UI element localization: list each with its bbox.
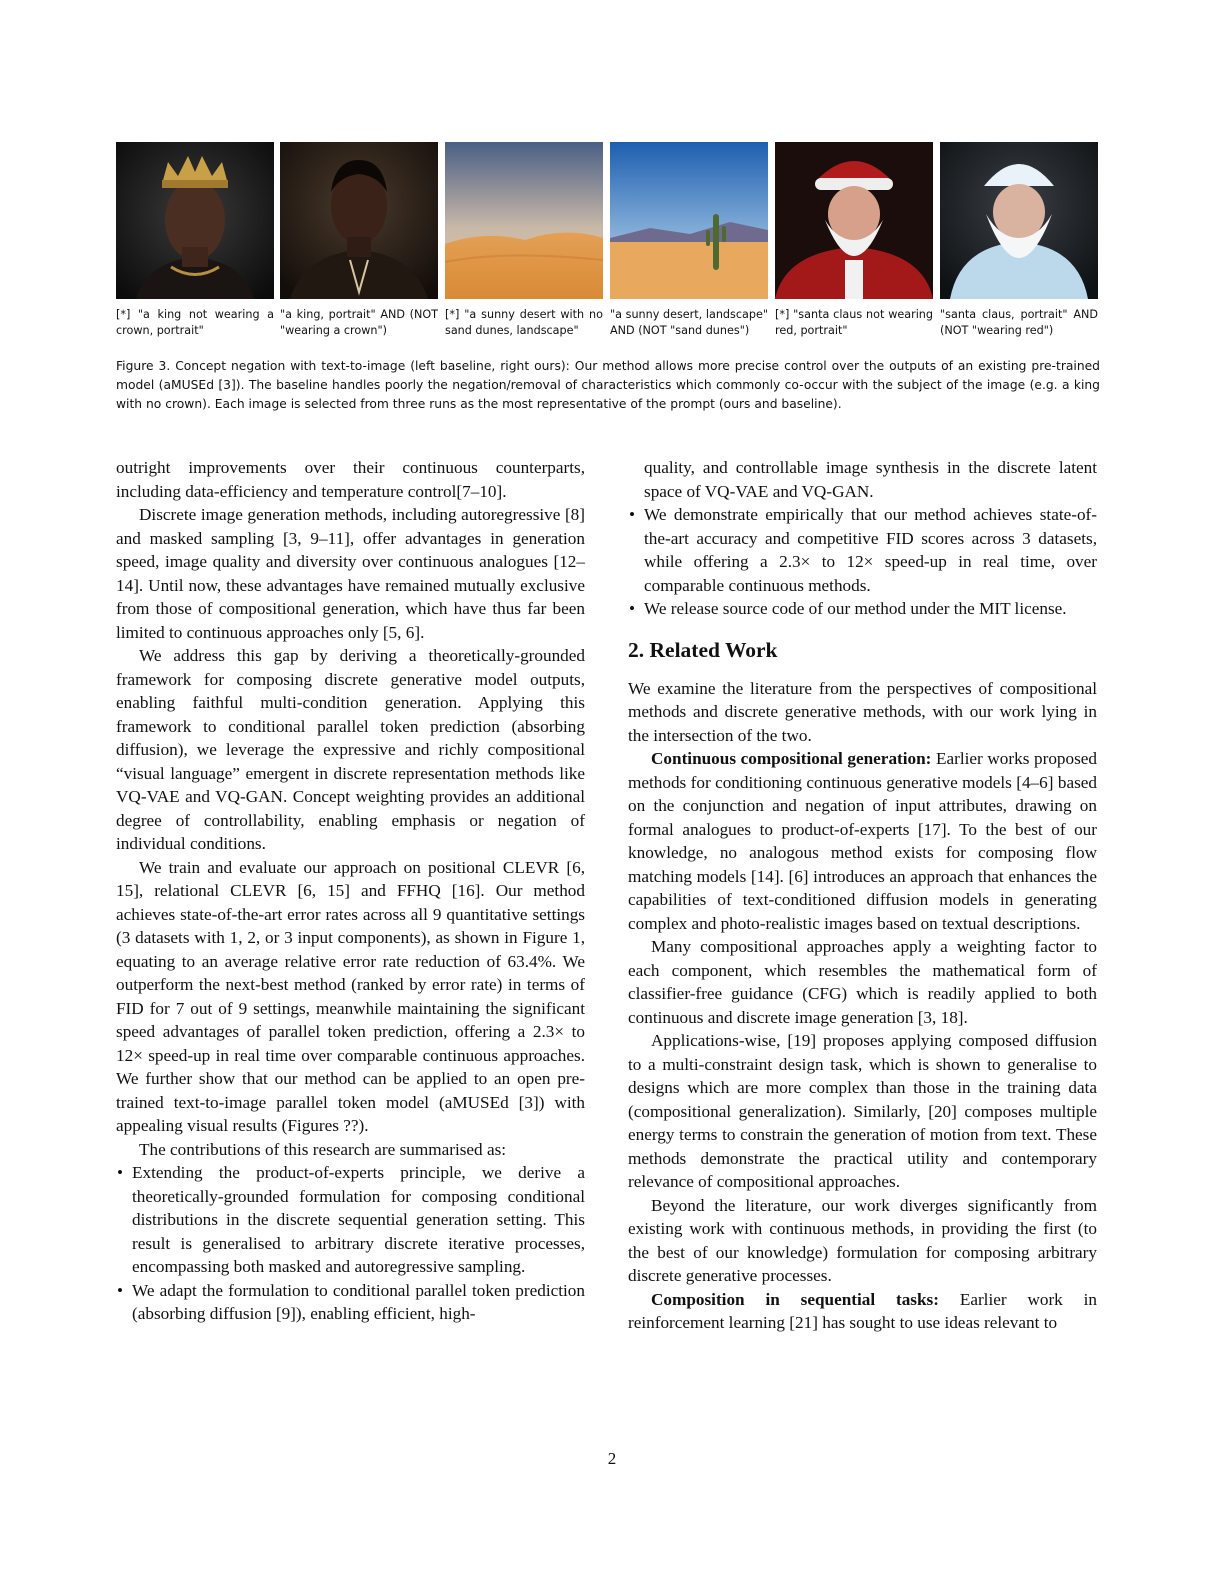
paragraph: outright improvements over their continuous counterparts, including data-efficiency and temperature control[7–10].	[116, 458, 585, 501]
figure-image-desert-baseline	[445, 142, 603, 299]
figure-panel-caption: [*] "a sunny desert with no sand dunes, landscape"	[445, 308, 603, 337]
paragraph	[628, 1288, 1097, 1335]
list-item: • We adapt the formulation to conditional parallel token prediction (absorbing diffusion [9]), enabling efficient, high-	[116, 1279, 585, 1326]
contributions-list-cont	[628, 503, 1097, 621]
figure-panel-caption: [*] "a king not wearing a crown, portrait"	[116, 308, 274, 337]
paragraph-lead: Continuous compositional generation:	[651, 749, 932, 768]
section-heading: 2. Related Work	[628, 637, 778, 662]
paragraph-lead: Composition in sequential tasks:	[651, 1289, 939, 1309]
list-item: • We demonstrate empirically that our method achieves state-of-the-art accuracy and competitive FID scores across 3 datasets, while offering a 2.3× to 12× speed-up in real time, over comparable continuous methods.	[628, 503, 1097, 597]
figure-panel-caption: "a sunny desert, landscape" AND (NOT "sand dunes")	[610, 308, 768, 337]
paragraph: We examine the literature from the perspectives of compositional methods and discrete generative methods, with our work lying in the intersection of the two.	[628, 678, 1097, 745]
paragraph: Discrete image generation methods, including autoregressive [8] and masked sampling [3, 9–11], offer advantages in generation speed, image quality and diversity over continuous analogues [12–14]. Until now, these advantages have remained mutually exclusive from those of compositional generation, which have thus far been limited to continuous approaches only [5, 6].	[116, 505, 585, 642]
figure-caption-text: Concept negation with text-to-image (left baseline, right ours): Our method allows more precise control over the outputs of an existing pre-trained model (aMUSEd [3]). The baseline handles poorly the negation/removal of characteristics which commonly co-occur with the subject of the image (e.g. a king with no crown). Each image is selected from three runs as the most representative of the prompt (ours and baseline).	[116, 359, 1100, 411]
paragraph: Many compositional approaches apply a weighting factor to each component, which resembles the mathematical form of classifier-free guidance (CFG) which is readily applied to both continuous and discrete image generation [3, 18].	[628, 937, 1097, 1027]
figure-caption-label: Figure 3.	[116, 359, 171, 373]
right-column	[628, 456, 1097, 1335]
paragraph: Beyond the literature, our work diverges significantly from existing work with continuous methods, in providing the first (to the best of our knowledge) formulation for composing arbitrary discrete generative processes.	[628, 1195, 1097, 1285]
figure-image-king-ours	[280, 142, 438, 299]
paragraph	[628, 747, 1097, 935]
figure-image-santa-ours	[940, 142, 1098, 299]
figure-caption	[116, 357, 1100, 414]
contributions-list	[116, 1161, 585, 1326]
paragraph: We train and evaluate our approach on positional CLEVR [6, 15], relational CLEVR [6, 15] and FFHQ [16]. Our method achieves state-of-the-art error rates across all 9 quantitative settings (3 datasets with 1, 2, or 3 input components), as shown in Figure 1, equating to an average relative error rate reduction of 63.4%. We outperform the next-best method (ranked by error rate) in terms of FID for 7 out of 9 settings, meanwhile maintaining the significant speed advantages of parallel token prediction, offering a 2.3× to 12× speed-up in real time over comparable continuous approaches. We further show that our method can be applied to an open pre-trained text-to-image parallel token model (aMUSEd [3]) with appealing visual results (Figures ??).	[116, 857, 585, 1135]
figure-image-santa-baseline	[775, 142, 933, 299]
figure-image-king-baseline	[116, 142, 274, 299]
list-item: • Extending the product-of-experts principle, we derive a theoretically-grounded formulation for composing conditional distributions in the discrete sequential generation setting. This result is generalised to arbitrary discrete iterative processes, encompassing both masked and autoregressive sampling.	[116, 1161, 585, 1279]
list-item: • We release source code of our method under the MIT license.	[628, 597, 1097, 621]
left-column	[116, 456, 585, 1326]
paragraph-body: Earlier works proposed methods for conditioning continuous generative models [4–6] based on the conjunction and negation of input attributes, drawing on formal analogues to product-of-experts [17]. To the best of our knowledge, no analogous method exists for composing flow matching models [14]. [6] introduces an approach that enhances the capabilities of text-conditioned diffusion models in generating complex and photo-realistic images based on textual descriptions.	[628, 749, 1098, 933]
paragraph: Applications-wise, [19] proposes applying composed diffusion to a multi-constraint design task, which is shown to generalise to designs which are more complex than those in the training data (compositional generalization). Similarly, [20] composes multiple energy terms to constrain the generation of motion from text. These methods demonstrate the practical utility and contemporary relevance of compositional approaches.	[628, 1031, 1097, 1191]
page-number: 2	[607, 1449, 617, 1468]
paragraph-body: Earlier work in reinforcement learning [21] has sought to use ideas relevant to	[628, 1289, 1097, 1332]
list-item-continuation: quality, and controllable image synthesis in the discrete latent space of VQ-VAE and VQ-GAN.	[644, 458, 1097, 501]
figure-image-desert-ours	[610, 142, 768, 299]
figure-panel-caption: [*] "santa claus not wearing red, portrait"	[775, 308, 933, 337]
paragraph: We address this gap by deriving a theoretically-grounded framework for composing discrete generative model outputs, enabling faithful multi-condition generation. Applying this framework to conditional parallel token prediction (absorbing diffusion), we leverage the expressive and richly compositional “visual language” emergent in discrete representation methods like VQ-VAE and VQ-GAN. Concept weighting provides an additional degree of controllability, enabling emphasis or negation of individual conditions.	[116, 646, 585, 853]
figure-panel-caption: "santa claus, portrait" AND (NOT "wearing red")	[940, 308, 1098, 337]
figure-panel-caption: "a king, portrait" AND (NOT "wearing a crown")	[280, 308, 438, 337]
paragraph: The contributions of this research are summarised as:	[139, 1139, 507, 1159]
